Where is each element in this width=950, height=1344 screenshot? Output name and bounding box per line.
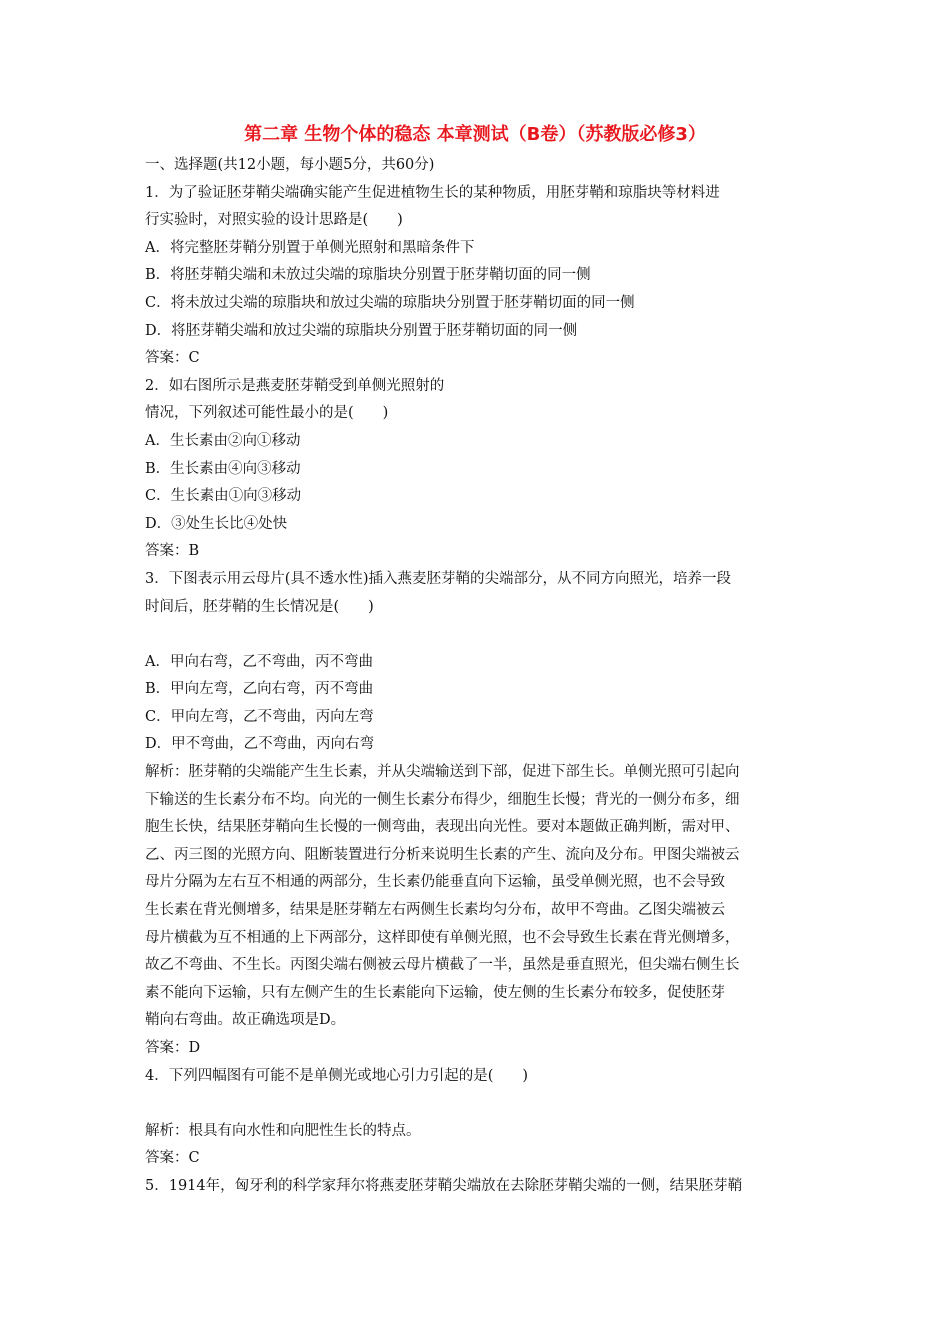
- option-c: C．甲向左弯，乙不弯曲，丙向左弯: [145, 708, 374, 725]
- analysis-line: 乙、丙三图的光照方向、阻断装置进行分析来说明生长素的产生、流向及分布。甲图尖端被云: [145, 846, 740, 863]
- option-b: B．将胚芽鞘尖端和未放过尖端的琼脂块分别置于胚芽鞘切面的同一侧: [145, 267, 591, 284]
- figure-placeholder: [145, 621, 815, 649]
- analysis-line: 鞘向右弯曲。故正确选项是D。: [145, 1012, 346, 1029]
- figure-placeholder: [145, 1090, 815, 1118]
- analysis-line: 胞生长快，结果胚芽鞘向生长慢的一侧弯曲，表现出向光性。要对本题做正确判断，需对甲、: [145, 819, 740, 836]
- question-stem: 5．1914年，匈牙利的科学家拜尔将燕麦胚芽鞘尖端放在去除胚芽鞘尖端的一侧，结果胚芽鞘: [145, 1177, 743, 1194]
- analysis-line: 素不能向下运输，只有左侧产生的生长素能向下运输，使左侧的生长素分布较多，促使胚芽: [145, 984, 725, 1001]
- answer: 答案：C: [145, 1150, 200, 1167]
- question-stem: 情况，下列叙述可能性最小的是( ): [145, 405, 389, 422]
- question-stem: 1．为了验证胚芽鞘尖端确实能产生促进植物生长的某种物质，用胚芽鞘和琼脂块等材料进: [145, 184, 720, 201]
- option-c: C．生长素由①向③移动: [145, 488, 302, 505]
- question-2: [145, 373, 815, 566]
- question-stem: 3．下图表示用云母片(具不透水性)插入燕麦胚芽鞘的尖端部分，从不同方向照光，培养一段: [145, 570, 732, 587]
- option-d: D．甲不弯曲，乙不弯曲，丙向右弯: [145, 736, 375, 753]
- document-title: 第二章 生物个体的稳态 本章测试（B卷）（苏教版必修3）: [244, 124, 706, 145]
- option-a: A．将完整胚芽鞘分别置于单侧光照射和黑暗条件下: [145, 239, 475, 256]
- option-a: A．甲向右弯，乙不弯曲，丙不弯曲: [145, 653, 373, 670]
- option-c: C．将未放过尖端的琼脂块和放过尖端的琼脂块分别置于胚芽鞘切面的同一侧: [145, 294, 635, 311]
- answer: 答案：C: [145, 350, 200, 367]
- analysis-line: 母片分隔为左右互不相通的两部分，生长素仍能垂直向下运输，虽受单侧光照，也不会导致: [145, 874, 725, 891]
- option-d: D．③处生长比④处快: [145, 515, 288, 532]
- document-body: [145, 152, 815, 1201]
- question-5: [145, 1173, 815, 1201]
- question-1: [145, 180, 815, 373]
- analysis-line: 母片横截为互不相通的上下两部分，这样即使有单侧光照，也不会导致生长素在背光侧增多，: [145, 929, 740, 946]
- option-a: A．生长素由②向①移动: [145, 432, 301, 449]
- option-d: D．将胚芽鞘尖端和放过尖端的琼脂块分别置于胚芽鞘切面的同一侧: [145, 322, 578, 339]
- question-stem: 时间后，胚芽鞘的生长情况是( ): [145, 598, 374, 615]
- question-4: [145, 1063, 815, 1173]
- answer: 答案：D: [145, 1040, 201, 1056]
- option-b: B．生长素由④向③移动: [145, 460, 301, 477]
- answer: 答案：B: [145, 543, 200, 560]
- question-stem: 2．如右图所示是燕麦胚芽鞘受到单侧光照射的: [145, 377, 445, 394]
- question-stem: 4．下列四幅图有可能不是单侧光或地心引力引起的是( ): [145, 1067, 529, 1084]
- analysis: [145, 759, 815, 1035]
- analysis-line: 生长素在背光侧增多，结果是胚芽鞘左右两侧生长素均匀分布，故甲不弯曲。乙图尖端被云: [145, 902, 725, 919]
- section-header: 一、选择题(共12小题，每小题5分，共60分): [145, 157, 435, 173]
- analysis-line: 下输送的生长素分布不均。向光的一侧生长素分布得少，细胞生长慢；背光的一侧分布多，细: [145, 791, 740, 808]
- analysis: 解析：根具有向水性和向肥性生长的特点。: [145, 1122, 421, 1139]
- question-stem: 行实验时，对照实验的设计思路是( ): [145, 212, 403, 229]
- analysis-line: 解析：胚芽鞘的尖端能产生生长素，并从尖端输送到下部，促进下部生长。单侧光照可引起向: [145, 764, 740, 781]
- analysis-line: 故乙不弯曲、不生长。丙图尖端右侧被云母片横截了一半，虽然是垂直照光，但尖端右侧生长: [145, 957, 740, 974]
- question-3: [145, 566, 815, 1063]
- option-b: B．甲向左弯，乙向右弯，丙不弯曲: [145, 681, 374, 698]
